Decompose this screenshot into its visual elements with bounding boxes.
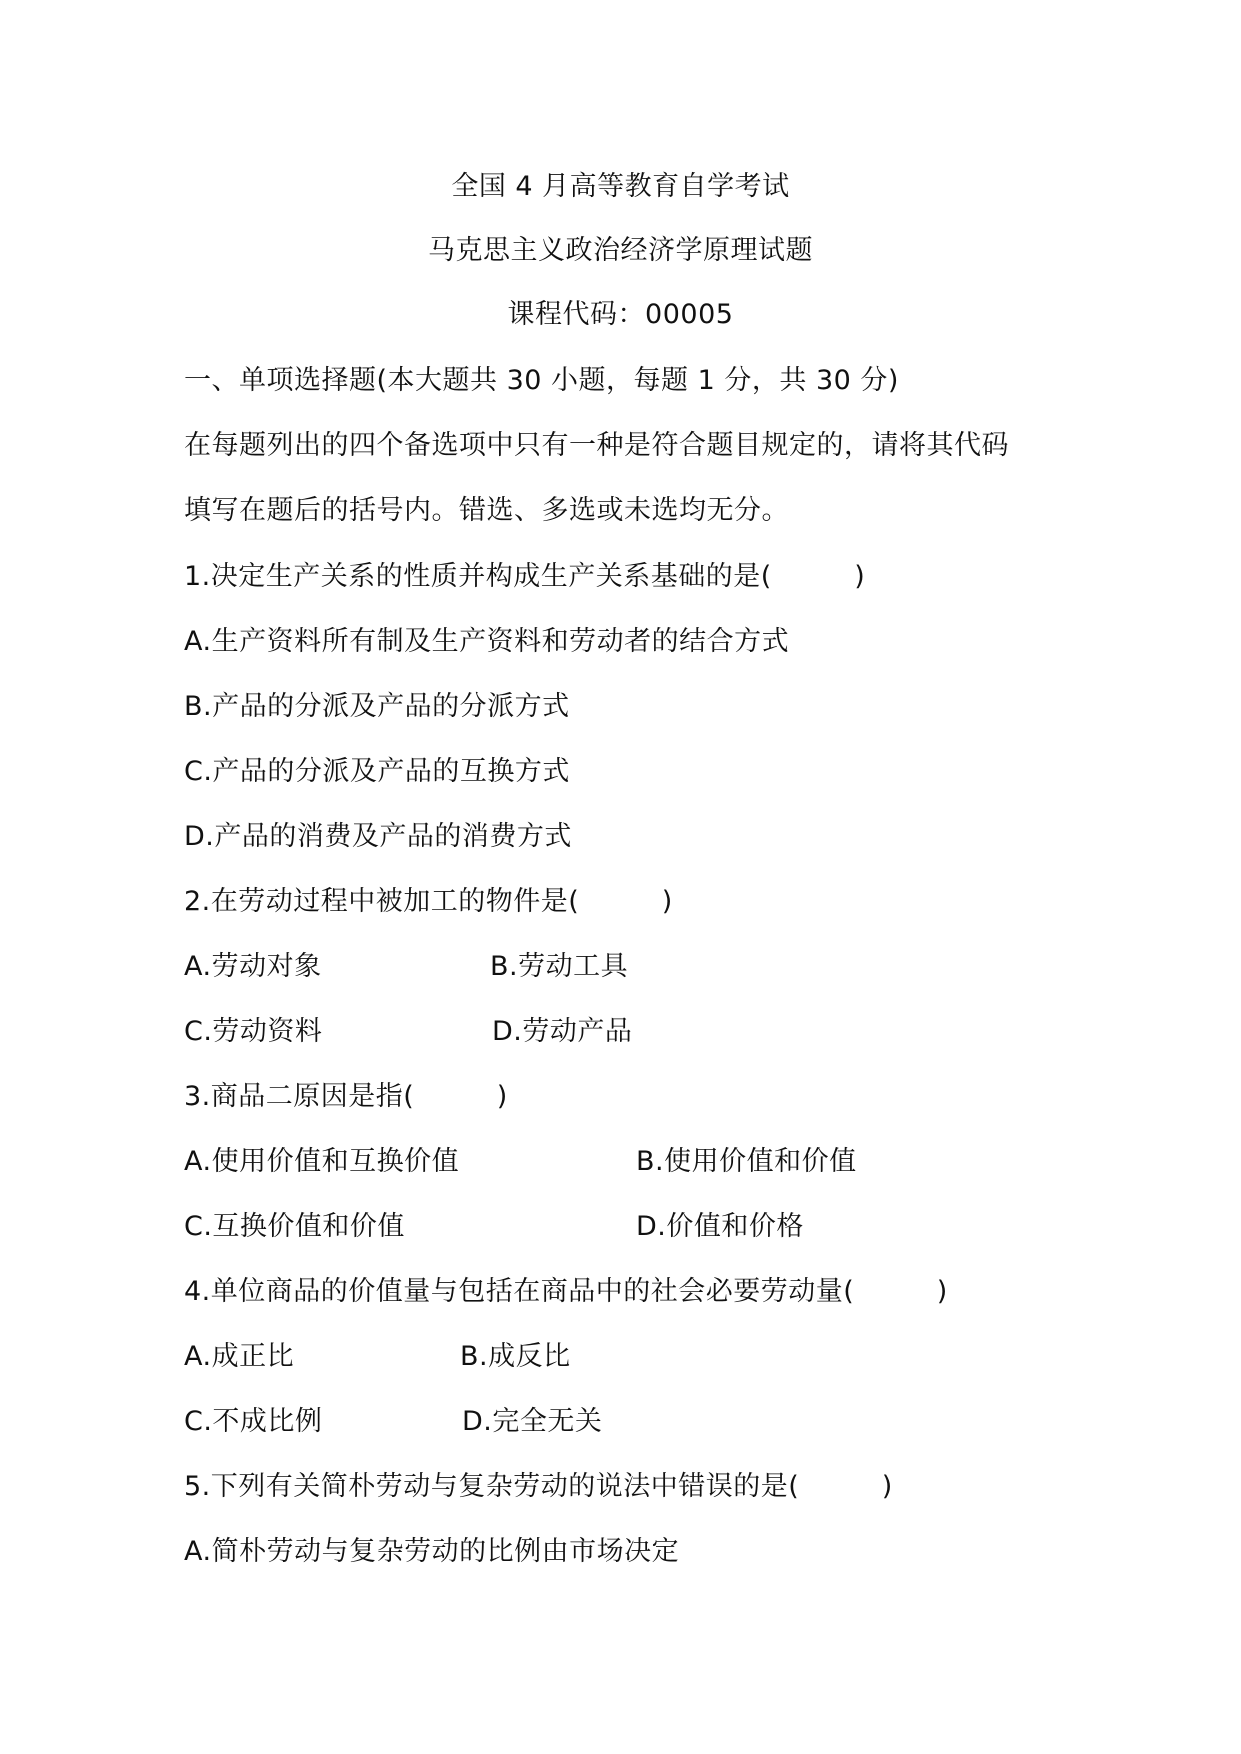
question-5-stem: 5.下列有关简朴劳动与复杂劳动的说法中错误的是( ) (184, 1471, 893, 1502)
question-1-option-c: C.产品的分派及产品的互换方式 (184, 756, 570, 787)
question-4-option-a: A.成正比 (184, 1341, 295, 1372)
question-2-stem: 2.在劳动过程中被加工的物件是( ) (184, 886, 673, 917)
question-4-stem: 4.单位商品的价值量与包括在商品中的社会必要劳动量( ) (184, 1276, 948, 1307)
question-3-option-a: A.使用价值和互换价值 (184, 1146, 460, 1177)
question-2-option-c: C.劳动资料 (184, 1016, 323, 1047)
paper-title: 马克思主义政治经济学原理试题 (428, 235, 813, 266)
question-4-option-b: B.成反比 (460, 1341, 571, 1372)
question-3-option-b: B.使用价值和价值 (636, 1146, 857, 1177)
course-code: 课程代码：00005 (507, 299, 734, 330)
instructions-line-2: 填写在题后的括号内。错选、多选或未选均无分。 (184, 495, 789, 526)
question-1-option-b: B.产品的分派及产品的分派方式 (184, 691, 570, 722)
instructions-line-1: 在每题列出的四个备选项中只有一种是符合题目规定的，请将其代码 (184, 430, 1009, 461)
question-1-option-a: A.生产资料所有制及生产资料和劳动者的结合方式 (184, 626, 790, 657)
question-2-option-b: B.劳动工具 (490, 951, 629, 982)
question-3-option-c: C.互换价值和价值 (184, 1211, 405, 1242)
question-1-option-d: D.产品的消费及产品的消费方式 (184, 821, 572, 852)
section-heading: 一、单项选择题(本大题共 30 小题，每题 1 分，共 30 分) (184, 365, 899, 396)
question-2-option-a: A.劳动对象 (184, 951, 322, 982)
question-4-option-d: D.完全无关 (462, 1406, 603, 1437)
exam-title: 全国 4 月高等教育自学考试 (451, 171, 790, 202)
question-1-stem: 1.决定生产关系的性质并构成生产关系基础的是( ) (184, 561, 866, 592)
question-3-stem: 3.商品二原因是指( ) (184, 1081, 508, 1112)
question-5-option-a: A.简朴劳动与复杂劳动的比例由市场决定 (184, 1536, 680, 1567)
question-4-option-c: C.不成比例 (184, 1406, 323, 1437)
question-2-option-d: D.劳动产品 (492, 1016, 633, 1047)
question-3-option-d: D.价值和价格 (636, 1211, 804, 1242)
